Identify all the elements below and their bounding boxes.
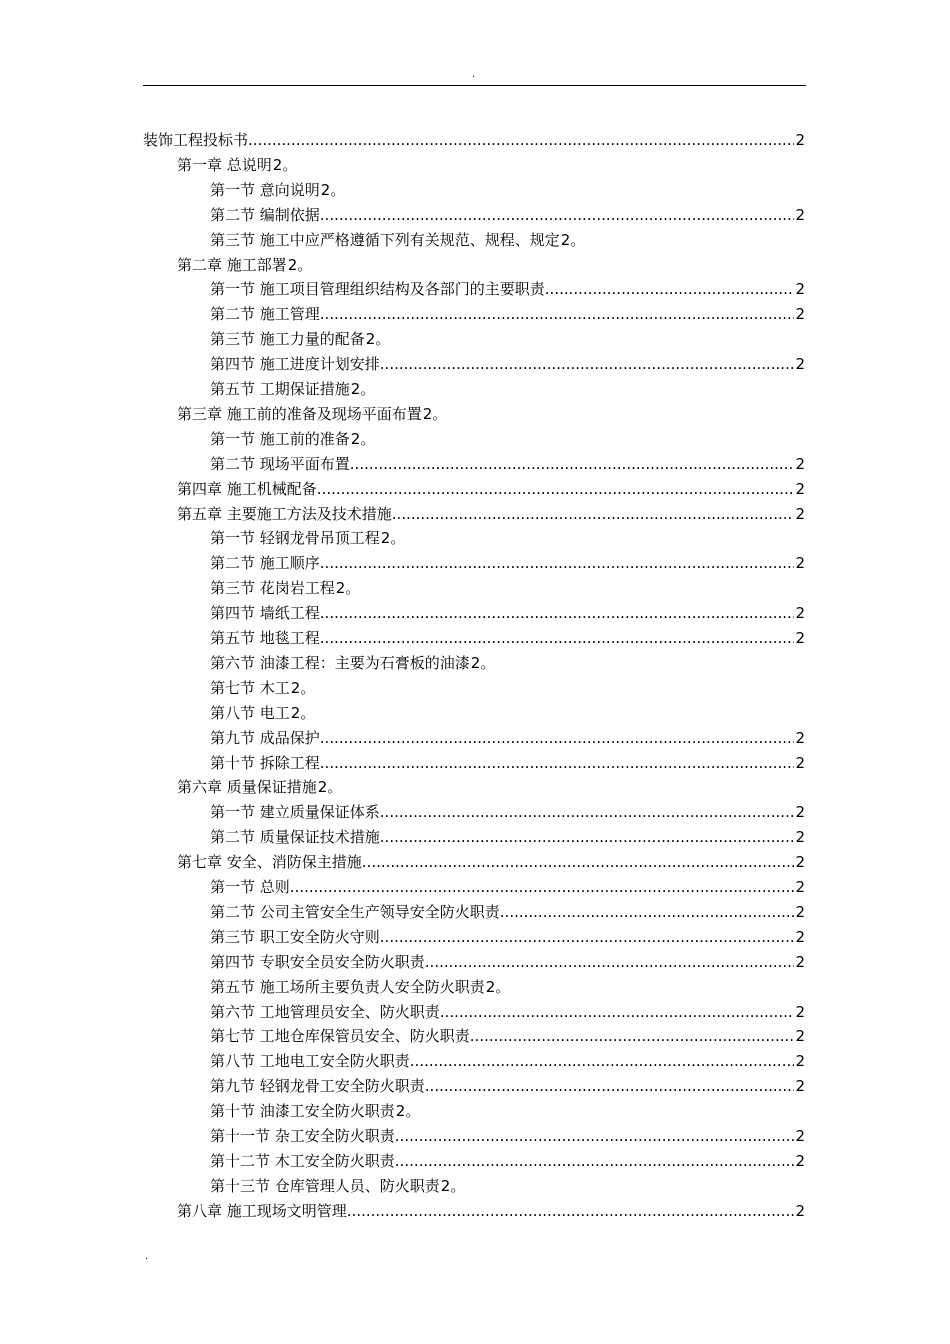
toc-dot-leader (320, 628, 795, 648)
toc-page-number: 2 (795, 1002, 805, 1021)
toc-entry-suffix: 。 (360, 380, 376, 398)
toc-page-number: 2 (795, 828, 805, 847)
toc-entry-suffix: 。 (300, 703, 316, 722)
toc-entry-suffix: 。 (297, 255, 313, 274)
toc-dot-leader (317, 479, 795, 499)
toc-dot-leader (320, 603, 795, 623)
toc-entry-title: 第五节 施工场所主要负责人安全防火职责 (210, 977, 485, 996)
toc-entry[interactable] (210, 897, 805, 922)
toc-entry-title: 第三节 施工力量的配备 (210, 330, 365, 349)
toc-dot-leader (425, 1076, 795, 1096)
toc-dot-leader (320, 205, 795, 225)
toc-entry-title: 第五节 工期保证措施 (210, 380, 350, 398)
toc-entry[interactable] (210, 349, 805, 374)
toc-page-number: 2 (335, 579, 346, 598)
toc-page-number: 2 (795, 205, 805, 224)
toc-entry-suffix: 。 (390, 529, 406, 548)
toc-entry-title: 第十节 拆除工程 (210, 753, 320, 772)
toc-page-number: 2 (795, 952, 805, 971)
toc-entry-title: 第七章 安全、消防保主措施 (177, 853, 362, 872)
toc-entry[interactable] (210, 324, 390, 349)
toc-dot-leader (362, 852, 795, 872)
toc-page-number: 2 (795, 902, 805, 921)
toc-entry-title: 第二节 公司主管安全生产领导安全防火职责 (210, 902, 500, 921)
toc-entry-title: 第一节 总则 (210, 878, 290, 896)
toc-entry-title: 第七节 木工 (210, 678, 290, 697)
toc-entry[interactable] (210, 997, 805, 1022)
toc-page-number: 2 (795, 1052, 805, 1071)
toc-entry-title: 第一章 总说明 (177, 155, 272, 174)
toc-page-number: 2 (380, 529, 391, 548)
toc-entry[interactable] (143, 125, 805, 150)
toc-entry-title: 第一节 意向说明 (210, 180, 320, 199)
toc-entry-title: 第一节 建立质量保证体系 (210, 803, 380, 822)
toc-page-number: 2 (350, 429, 361, 448)
toc-entry-suffix: 。 (327, 778, 343, 797)
toc-page-number: 2 (795, 280, 805, 299)
toc-entry[interactable] (210, 797, 805, 822)
toc-page-number: 2 (795, 604, 805, 623)
toc-entry-suffix: 。 (345, 579, 361, 598)
toc-page-number: 2 (795, 878, 805, 896)
toc-dot-leader (395, 1126, 795, 1146)
toc-entry[interactable] (210, 1121, 805, 1146)
toc-entry[interactable] (210, 623, 805, 648)
toc-entry[interactable] (210, 523, 405, 548)
toc-entry-title: 第八章 施工现场文明管理 (177, 1201, 347, 1220)
toc-page-number: 2 (422, 404, 433, 423)
toc-page-number: 2 (365, 330, 376, 349)
toc-dot-leader (320, 753, 795, 773)
toc-entry[interactable] (210, 225, 585, 250)
toc-dot-leader (545, 279, 795, 299)
toc-entry-suffix: 。 (405, 1102, 421, 1121)
toc-entry-title: 第六节 工地管理员安全、防火职责 (210, 1002, 440, 1021)
toc-page-number: 2 (440, 1176, 451, 1195)
toc-entry[interactable] (210, 424, 375, 449)
toc-page-number: 2 (560, 230, 571, 249)
toc-dot-leader (395, 1151, 795, 1171)
toc-dot-leader (470, 1026, 795, 1046)
toc-entry-title: 第六节 油漆工程：主要为石膏板的油漆 (210, 653, 470, 672)
toc-entry-title: 第十二节 木工安全防火职责 (210, 1151, 395, 1170)
toc-dot-leader (410, 1051, 795, 1071)
toc-entry[interactable] (177, 150, 297, 175)
toc-page-number: 2 (290, 703, 301, 722)
toc-entry-title: 第一节 施工前的准备 (210, 429, 350, 448)
toc-entry-suffix: 。 (330, 180, 346, 199)
toc-entry[interactable] (210, 748, 805, 773)
toc-page-number: 2 (795, 803, 805, 822)
toc-entry-title: 第五节 地毯工程 (210, 629, 320, 647)
toc-entry-title: 第九节 轻钢龙骨工安全防火职责 (210, 1077, 425, 1096)
toc-entry[interactable] (177, 250, 312, 275)
toc-dot-leader (350, 454, 795, 474)
toc-entry[interactable] (210, 449, 805, 474)
toc-entry[interactable] (210, 698, 315, 723)
toc-page-number: 2 (795, 479, 805, 498)
toc-dot-leader (320, 304, 795, 324)
toc-entry-title: 第六章 质量保证措施 (177, 778, 317, 797)
toc-entry-title: 第二节 现场平面布置 (210, 454, 350, 473)
toc-page-number: 2 (320, 180, 331, 199)
toc-entry-title: 第四节 墙纸工程 (210, 604, 320, 623)
toc-page-number: 2 (395, 1102, 406, 1121)
toc-page-number: 2 (795, 629, 805, 647)
toc-dot-leader (248, 130, 794, 150)
toc-dot-leader (392, 504, 795, 524)
toc-entry[interactable] (210, 548, 805, 573)
toc-entry-title: 第二节 施工顺序 (210, 554, 320, 573)
toc-entry[interactable] (210, 200, 805, 225)
toc-entry[interactable] (210, 673, 315, 698)
toc-page-number: 2 (287, 255, 298, 274)
toc-entry-title: 第九节 成品保护 (210, 728, 320, 747)
toc-entry[interactable] (210, 1171, 465, 1196)
toc-entry-title: 第四节 施工进度计划安排 (210, 355, 380, 374)
toc-entry-title: 第二节 编制依据 (210, 205, 320, 224)
toc-page-number: 2 (795, 853, 805, 872)
toc-entry[interactable] (210, 1021, 805, 1046)
toc-entry-suffix: 。 (480, 653, 496, 672)
toc-entry-title: 第二节 质量保证技术措施 (210, 828, 380, 847)
toc-entry[interactable] (210, 822, 805, 847)
toc-page-number: 2 (485, 977, 496, 996)
toc-entry-title: 装饰工程投标书 (143, 131, 249, 149)
toc-page-number: 2 (795, 355, 805, 374)
toc-entry[interactable] (210, 598, 805, 623)
toc-dot-leader (347, 1201, 795, 1221)
toc-page-number: 2 (795, 728, 805, 747)
toc-dot-leader (380, 802, 795, 822)
toc-entry[interactable] (177, 1196, 805, 1221)
toc-entry-title: 第八节 工地电工安全防火职责 (210, 1052, 410, 1071)
toc-page-number: 2 (795, 1151, 805, 1170)
toc-page-number: 2 (795, 504, 805, 523)
toc-entry-suffix: 。 (570, 230, 586, 249)
toc-entry-title: 第二节 施工管理 (210, 305, 320, 324)
toc-page-number: 2 (795, 927, 805, 946)
toc-entry[interactable] (177, 499, 805, 524)
toc-page-number: 2 (795, 1201, 805, 1220)
toc-dot-leader (380, 927, 795, 947)
toc-entry-suffix: 。 (495, 977, 511, 996)
toc-entry-title: 第三章 施工前的准备及现场平面布置 (177, 404, 422, 423)
toc-page-number: 2 (795, 554, 805, 573)
toc-dot-leader (440, 1002, 795, 1022)
toc-page-number: 2 (795, 1027, 805, 1046)
toc-entry-suffix: 。 (432, 404, 448, 423)
toc-dot-leader (500, 902, 795, 922)
toc-entry[interactable] (210, 1071, 805, 1096)
toc-page-number: 2 (290, 678, 301, 697)
toc-entry[interactable] (210, 972, 510, 997)
toc-entry-title: 第三节 施工中应严格遵循下列有关规范、规程、规定 (210, 230, 560, 249)
toc-entry-title: 第四章 施工机械配备 (177, 479, 317, 498)
toc-page-number: 2 (470, 653, 481, 672)
toc-entry[interactable] (210, 573, 360, 598)
toc-entry[interactable] (210, 723, 805, 748)
toc-entry-title: 第十一节 杂工安全防火职责 (210, 1127, 395, 1145)
toc-page-number: 2 (350, 380, 361, 398)
toc-entry[interactable] (210, 299, 805, 324)
toc-entry-suffix: 。 (375, 330, 391, 349)
toc-entry[interactable] (210, 1146, 805, 1171)
toc-entry-title: 第八节 电工 (210, 703, 290, 722)
toc-page-number: 2 (795, 454, 805, 473)
toc-entry-title: 第五章 主要施工方法及技术措施 (177, 504, 392, 523)
toc-entry[interactable] (177, 474, 805, 499)
toc-entry[interactable] (210, 1046, 805, 1071)
toc-dot-leader (290, 877, 795, 897)
toc-dot-leader (380, 354, 795, 374)
toc-entry-suffix: 。 (360, 429, 376, 448)
toc-entry-suffix: 。 (300, 678, 316, 697)
toc-entry[interactable] (210, 648, 495, 673)
toc-entry[interactable] (177, 772, 342, 797)
toc-entry-title: 第七节 工地仓库保管员安全、防火职责 (210, 1027, 470, 1046)
toc-entry[interactable] (210, 947, 805, 972)
toc-dot-leader (320, 553, 795, 573)
toc-entry[interactable] (210, 922, 805, 947)
toc-entry[interactable] (210, 274, 805, 299)
toc-page-number: 2 (317, 778, 328, 797)
toc-entry-suffix: 。 (282, 155, 298, 174)
toc-entry[interactable] (210, 872, 805, 897)
toc-entry[interactable] (210, 374, 375, 399)
toc-dot-leader (425, 952, 795, 972)
toc-entry-title: 第三节 职工安全防火守则 (210, 927, 380, 946)
toc-entry-title: 第十节 油漆工安全防火职责 (210, 1102, 395, 1121)
toc-page-number: 2 (795, 753, 805, 772)
toc-page-number: 2 (795, 305, 805, 324)
toc-dot-leader (320, 728, 795, 748)
header-rule (143, 85, 806, 86)
toc-entry-title: 第一节 轻钢龙骨吊顶工程 (210, 529, 380, 548)
toc-entry-title: 第二章 施工部署 (177, 255, 287, 274)
toc-page-number: 2 (272, 155, 283, 174)
toc-entry[interactable] (210, 175, 345, 200)
toc-entry-suffix: 。 (450, 1176, 466, 1195)
toc-page-number: 2 (795, 131, 805, 149)
footer-mark: . (145, 1251, 149, 1262)
toc-entry[interactable] (177, 399, 447, 424)
header-mark: . (472, 69, 476, 80)
toc-entry-title: 第三节 花岗岩工程 (210, 579, 335, 598)
toc-entry-title: 第一节 施工项目管理组织结构及各部门的主要职责 (210, 280, 545, 299)
toc-entry-title: 第四节 专职安全员安全防火职责 (210, 952, 425, 971)
toc-dot-leader (380, 827, 795, 847)
toc-page-number: 2 (795, 1077, 805, 1096)
toc-entry[interactable] (210, 1096, 420, 1121)
toc-entry-title: 第十三节 仓库管理人员、防火职责 (210, 1176, 440, 1195)
toc-entry[interactable] (177, 847, 805, 872)
toc-page-number: 2 (795, 1127, 805, 1145)
